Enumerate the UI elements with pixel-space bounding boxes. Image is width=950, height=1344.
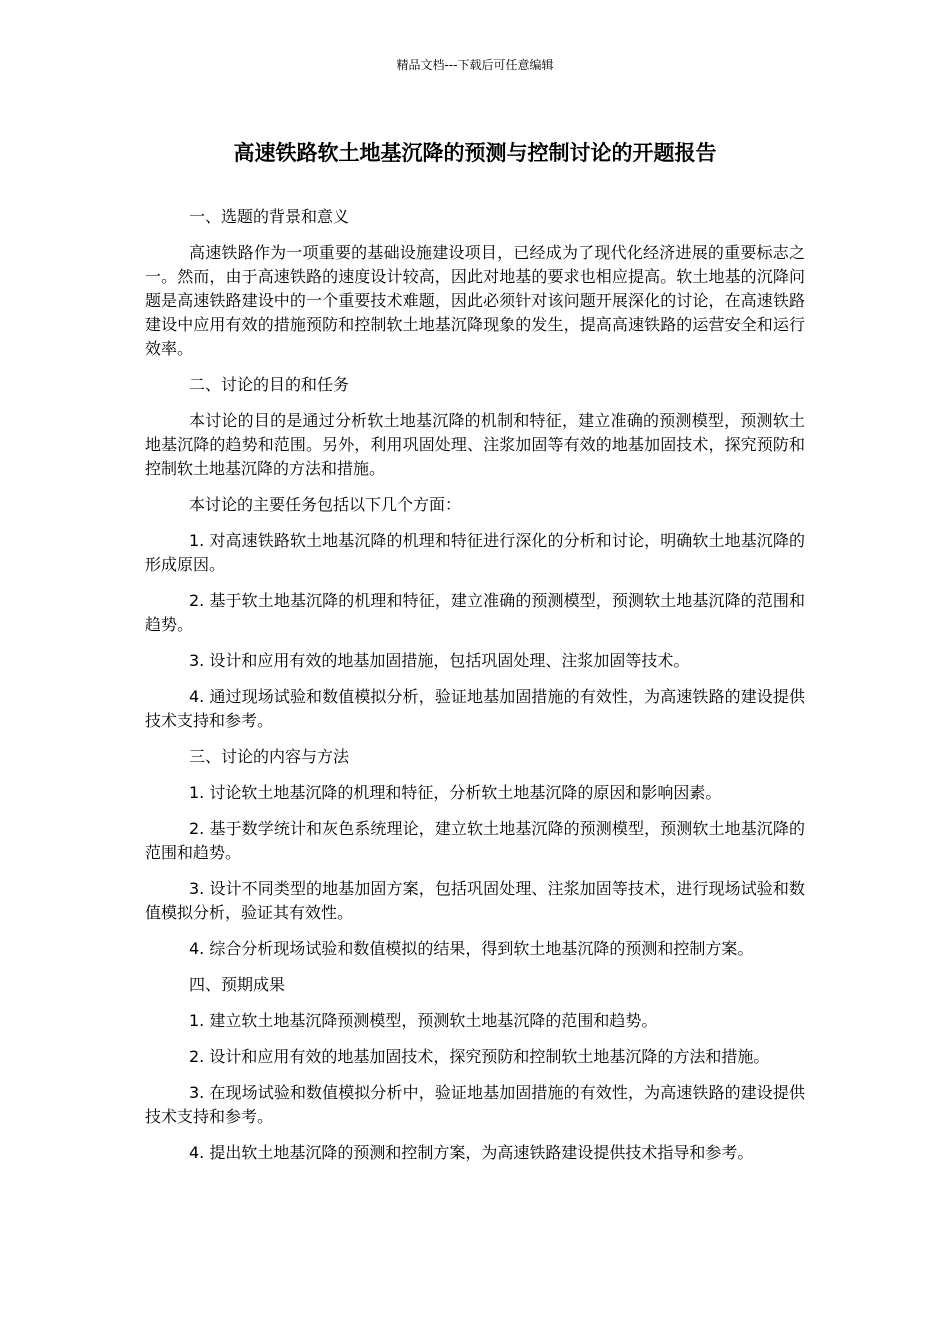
section-heading-purpose: 二、讨论的目的和任务 xyxy=(189,375,350,394)
document-body xyxy=(145,205,805,1177)
page-header: 精品文档---下载后可任意编辑 xyxy=(396,58,554,72)
paragraph-background: 高速铁路作为一项重要的基础设施建设项目，已经成为了现代化经济进展的重要标志之一。然而，由于高速铁路的速度设计较高，因此对地基的要求也相应提高。软土地基的沉降问题是高速铁路建设中的一个重要技术难题，因此必须针对该问题开展深化的讨论，在高速铁路建设中应用有效的措施预防和控制软土地基沉降现象的发生，提高高速铁路的运营安全和运行效率。 xyxy=(145,243,805,358)
list-item-outcome-2: 2. 设计和应用有效的地基加固技术，探究预防和控制软土地基沉降的方法和措施。 xyxy=(189,1047,770,1066)
list-item-method-4: 4. 综合分析现场试验和数值模拟的结果，得到软土地基沉降的预测和控制方案。 xyxy=(189,939,754,958)
list-item-method-2: 2. 基于数学统计和灰色系统理论，建立软土地基沉降的预测模型，预测软土地基沉降的范围和趋势。 xyxy=(145,819,805,862)
list-item-task-4: 4. 通过现场试验和数值模拟分析，验证地基加固措施的有效性，为高速铁路的建设提供技术支持和参考。 xyxy=(145,687,805,730)
list-item-task-1: 1. 对高速铁路软土地基沉降的机理和特征进行深化的分析和讨论，明确软土地基沉降的形成原因。 xyxy=(145,531,805,574)
list-item-method-1: 1. 讨论软土地基沉降的机理和特征，分析软土地基沉降的原因和影响因素。 xyxy=(189,783,722,802)
document-title: 高速铁路软土地基沉降的预测与控制讨论的开题报告 xyxy=(233,141,717,165)
list-item-outcome-1: 1. 建立软土地基沉降预测模型，预测软土地基沉降的范围和趋势。 xyxy=(189,1011,658,1030)
list-item-task-2: 2. 基于软土地基沉降的机理和特征，建立准确的预测模型，预测软土地基沉降的范围和趋势。 xyxy=(145,591,805,634)
section-heading-outcomes: 四、预期成果 xyxy=(189,975,286,994)
list-item-method-3: 3. 设计不同类型的地基加固方案，包括巩固处理、注浆加固等技术，进行现场试验和数值模拟分析，验证其有效性。 xyxy=(145,879,805,922)
list-item-outcome-3: 3. 在现场试验和数值模拟分析中，验证地基加固措施的有效性，为高速铁路的建设提供技术支持和参考。 xyxy=(145,1083,805,1126)
section-heading-background: 一、选题的背景和意义 xyxy=(189,207,350,226)
section-heading-methods: 三、讨论的内容与方法 xyxy=(189,747,350,766)
paragraph-tasks-intro: 本讨论的主要任务包括以下几个方面： xyxy=(189,495,462,514)
list-item-outcome-4: 4. 提出软土地基沉降的预测和控制方案，为高速铁路建设提供技术指导和参考。 xyxy=(189,1143,754,1162)
list-item-task-3: 3. 设计和应用有效的地基加固措施，包括巩固处理、注浆加固等技术。 xyxy=(189,651,690,670)
paragraph-purpose: 本讨论的目的是通过分析软土地基沉降的机制和特征，建立准确的预测模型，预测软土地基沉降的趋势和范围。另外，利用巩固处理、注浆加固等有效的地基加固技术，探究预防和控制软土地基沉降的方法和措施。 xyxy=(145,411,805,478)
